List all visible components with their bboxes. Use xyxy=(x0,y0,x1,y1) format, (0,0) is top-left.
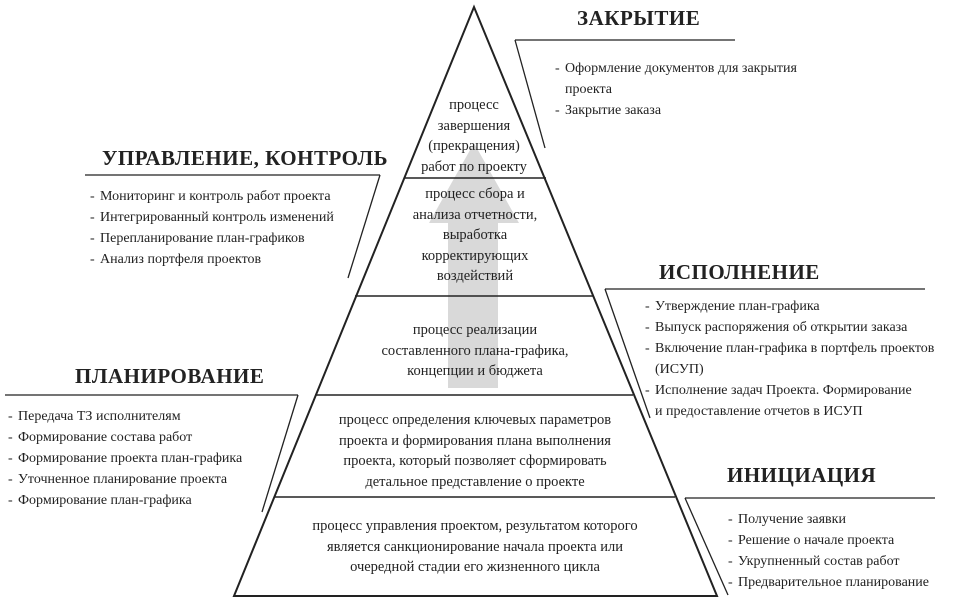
execution-list xyxy=(645,296,934,422)
callout-line-execution xyxy=(605,289,650,418)
list-item: - Передача ТЗ исполнителям xyxy=(8,406,242,427)
pyramid-level-control: процесс сбора и анализа отчетности, выработка корректирующих воздействий xyxy=(412,186,538,284)
closing-list xyxy=(555,58,797,121)
list-item: - Предварительное планирование xyxy=(728,572,929,593)
list-item: - Укрупненный состав работ xyxy=(728,551,929,572)
list-item: - Утверждение план-графика xyxy=(645,296,934,317)
list-item: - Включение план-графика в портфель проектов (ИСУП) xyxy=(645,338,934,380)
list-item: - Решение о начале проекта xyxy=(728,530,929,551)
pyramid-level-execution: процесс реализации составленного плана-графика, концепции и бюджета xyxy=(381,322,569,379)
list-item: - Получение заявки xyxy=(728,509,929,530)
pyramid-level-initiation: процесс управления проектом, результатом которого является санкционирование начала проекта или очередной стадии его жизненного цикла xyxy=(312,518,638,575)
list-item: - Анализ портфеля проектов xyxy=(90,249,334,270)
initiation-heading: ИНИЦИАЦИЯ xyxy=(727,463,877,487)
planning-list xyxy=(8,406,242,511)
callout-line-control xyxy=(348,175,380,278)
closing-heading: ЗАКРЫТИЕ xyxy=(577,6,701,30)
pyramid-level-closing: процесс завершения (прекращения) работ по проекту xyxy=(421,97,527,175)
initiation-list xyxy=(728,509,929,593)
list-item: - Формирование состава работ xyxy=(8,427,242,448)
callout-line-initiation xyxy=(685,498,728,595)
list-item: - Формирование проекта план-графика xyxy=(8,448,242,469)
planning-heading: ПЛАНИРОВАНИЕ xyxy=(75,364,265,388)
list-item: - Мониторинг и контроль работ проекта xyxy=(90,186,334,207)
list-item: - Интегрированный контроль изменений xyxy=(90,207,334,228)
control-list xyxy=(90,186,334,270)
execution-heading: ИСПОЛНЕНИЕ xyxy=(659,260,820,284)
list-item: - Оформление документов для закрытия проекта xyxy=(555,58,797,100)
control-heading: УПРАВЛЕНИЕ, КОНТРОЛЬ xyxy=(102,146,388,170)
list-item: - Формирование план-графика xyxy=(8,490,242,511)
list-item: - Уточненное планирование проекта xyxy=(8,469,242,490)
list-item: - Закрытие заказа xyxy=(555,100,797,121)
list-item: - Выпуск распоряжения об открытии заказа xyxy=(645,317,934,338)
list-item: - Исполнение задач Проекта. Формирование и предоставление отчетов в ИСУП xyxy=(645,380,934,422)
list-item: - Перепланирование план-графиков xyxy=(90,228,334,249)
pyramid-level-planning: процесс определения ключевых параметров проекта и формирования плана выполнения проекта, который позволяет сформировать детальное представление о проекте xyxy=(338,412,612,490)
